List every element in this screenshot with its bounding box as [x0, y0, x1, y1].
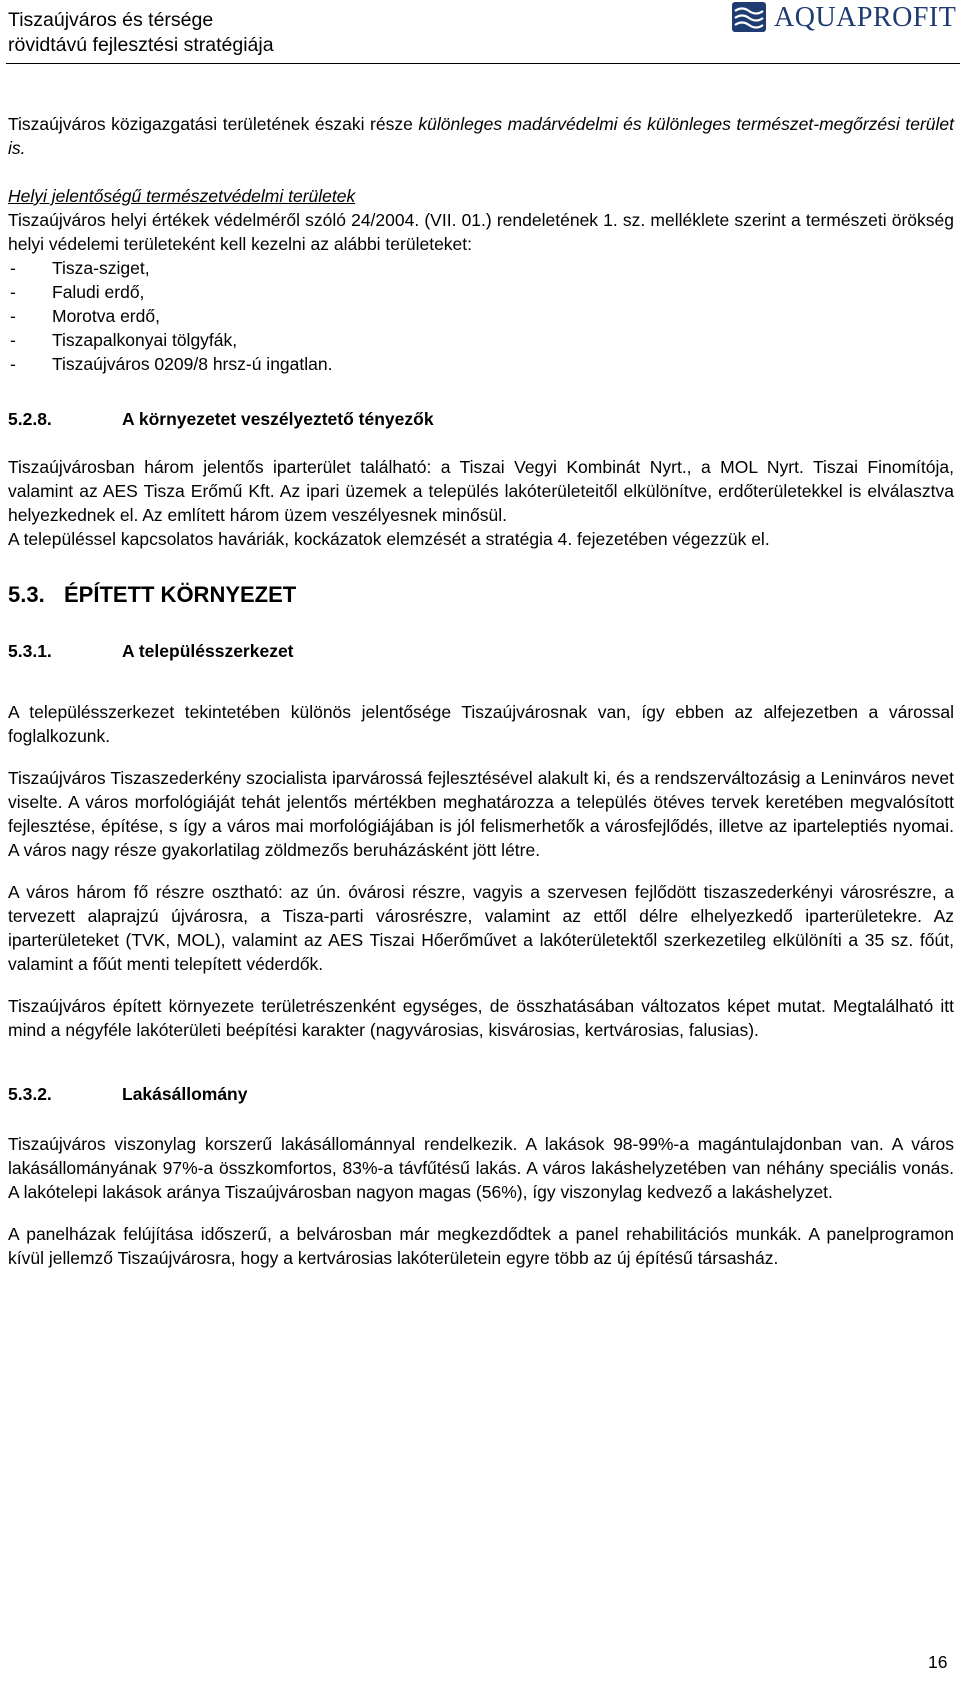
- document-title-line1: Tiszaújváros és térsége: [8, 9, 214, 31]
- list-item: - Tiszaújváros 0209/8 hrsz-ú ingatlan.: [10, 354, 333, 374]
- document-title-line2: rövidtávú fejlesztési stratégiája: [8, 34, 274, 56]
- section-528-paragraph-2: A településsel kapcsolatos haváriák, kockázatok elemzését a stratégia 4. fejezetében végezzük el.: [8, 529, 770, 549]
- intro-text-1: Tiszaújváros közigazgatási területének északi része: [8, 114, 419, 134]
- local-protected-text: Tiszaújváros helyi értékek védelméről szóló 24/2004. (VII. 01.) rendeletének 1. sz. melléklete szerint a természeti örökség helyi védelemi területeként kell kezelni az alábbi területeket:: [8, 210, 954, 254]
- intro-text-italic: különleges madárvédelmi és különleges természet-megőrzési terület: [418, 114, 954, 134]
- document-title: [8, 8, 274, 58]
- section-531-heading: 5.3.1. A településszerkezet: [8, 641, 294, 661]
- page-number: 16: [928, 1652, 948, 1672]
- logo-text: AQUAPROFIT: [774, 2, 957, 33]
- section-531-paragraph-2: Tiszaújváros Tiszaszederkény szocialista iparvárossá fejlesztésével alakult ki, és a rendszerváltozásig a Leninváros nevet viselte. A város morfológiáját tehát jelentős mértékben meghatározza a település ötéves tervek keretében megvalósított fejlesztése, építése, s így a város mai morfológiájában is jól felismerhetők a városfejlődés, illetve az iparteleptiés nyomai. A város nagy része gyakorlatilag zöldmezős beruházásként jött létre.: [8, 768, 954, 860]
- section-532-paragraph-2: A panelházak felújítása időszerű, a belvárosban már megkezdődtek a panel rehabilitációs munkák. A panelprogramon kívül jellemző Tiszaújvárosra, hogy a kertvárosias lakóterületein egyre több az új építésű társasház.: [8, 1224, 954, 1268]
- list-item: - Tiszapalkonyai tölgyfák,: [10, 330, 238, 350]
- header-divider: [6, 63, 960, 64]
- section-531-paragraph-3: A város három fő részre osztható: az ún. óvárosi részre, vagyis a szervesen fejlődött tiszaszederkényi városrészre, a tervezett alaprajzú újvárosra, a Tisza-parti városrészre, valamint az ettől délre elhelyezkedő iparterületekre. Az iparterületeket (TVK, MOL), valamint az AES Tiszai Hőerőművet a lakóterületektől szerkezetileg elkülöníti a 35 sz. főút, valamint a főút menti telepített véderdők.: [8, 882, 954, 974]
- section-532-heading: 5.3.2. Lakásállomány: [8, 1084, 248, 1104]
- page-body: [8, 112, 954, 1270]
- intro-text-3: is.: [8, 138, 26, 158]
- section-531-paragraph-4: Tiszaújváros épített környezete területrészenként egységes, de összhatásában változatos képet mutat. Megtalálható itt mind a négyféle lakóterületi beépítési karakter (nagyvárosias, kisvárosias, kertvárosias, falusias).: [8, 996, 954, 1040]
- page-header: [0, 0, 960, 66]
- protected-areas-list: [8, 256, 954, 376]
- section-531-paragraph-1: A településszerkezet tekintetében különös jelentősége Tiszaújvárosnak van, így ebben az alfejezetben a várossal foglalkozunk.: [8, 702, 954, 746]
- section-532-paragraph-1: Tiszaújváros viszonylag korszerű lakásállománnyal rendelkezik. A lakások 98-99%-a magántulajdonban van. A város lakásállományának 97%-a összkomfortos, 83%-a távfűtésű lakás. A város lakáshelyzetében van néhány speciális vonás. A lakótelepi lakások aránya Tiszaújvárosban nagyon magas (56%), így viszonylag kedvező a lakáshelyzet.: [8, 1134, 954, 1202]
- section-528-heading: 5.2.8. A környezetet veszélyeztető tényezők: [8, 409, 434, 429]
- intro-paragraph: [8, 112, 954, 160]
- list-item: - Morotva erdő,: [10, 306, 160, 326]
- list-item: - Faludi erdő,: [10, 282, 145, 302]
- logo-mark-icon: [732, 2, 766, 32]
- local-protected-heading: Helyi jelentőségű természetvédelmi területek: [8, 186, 356, 206]
- section-528-paragraph-1: Tiszaújvárosban három jelentős iparterület található: a Tiszai Vegyi Kombinát Nyrt., a MOL Nyrt. Tiszai Finomítója, valamint az AES Tisza Erőmű Kft. Az ipari üzemek a település lakóterületeitől elkülönítve, erdőterületekkel is elválasztva helyezkednek el. Az említett három üzem veszélyesnek minősül.: [8, 457, 954, 525]
- section-53-heading: 5.3. ÉPÍTETT KÖRNYEZET: [8, 582, 297, 607]
- list-item: - Tisza-sziget,: [10, 258, 150, 278]
